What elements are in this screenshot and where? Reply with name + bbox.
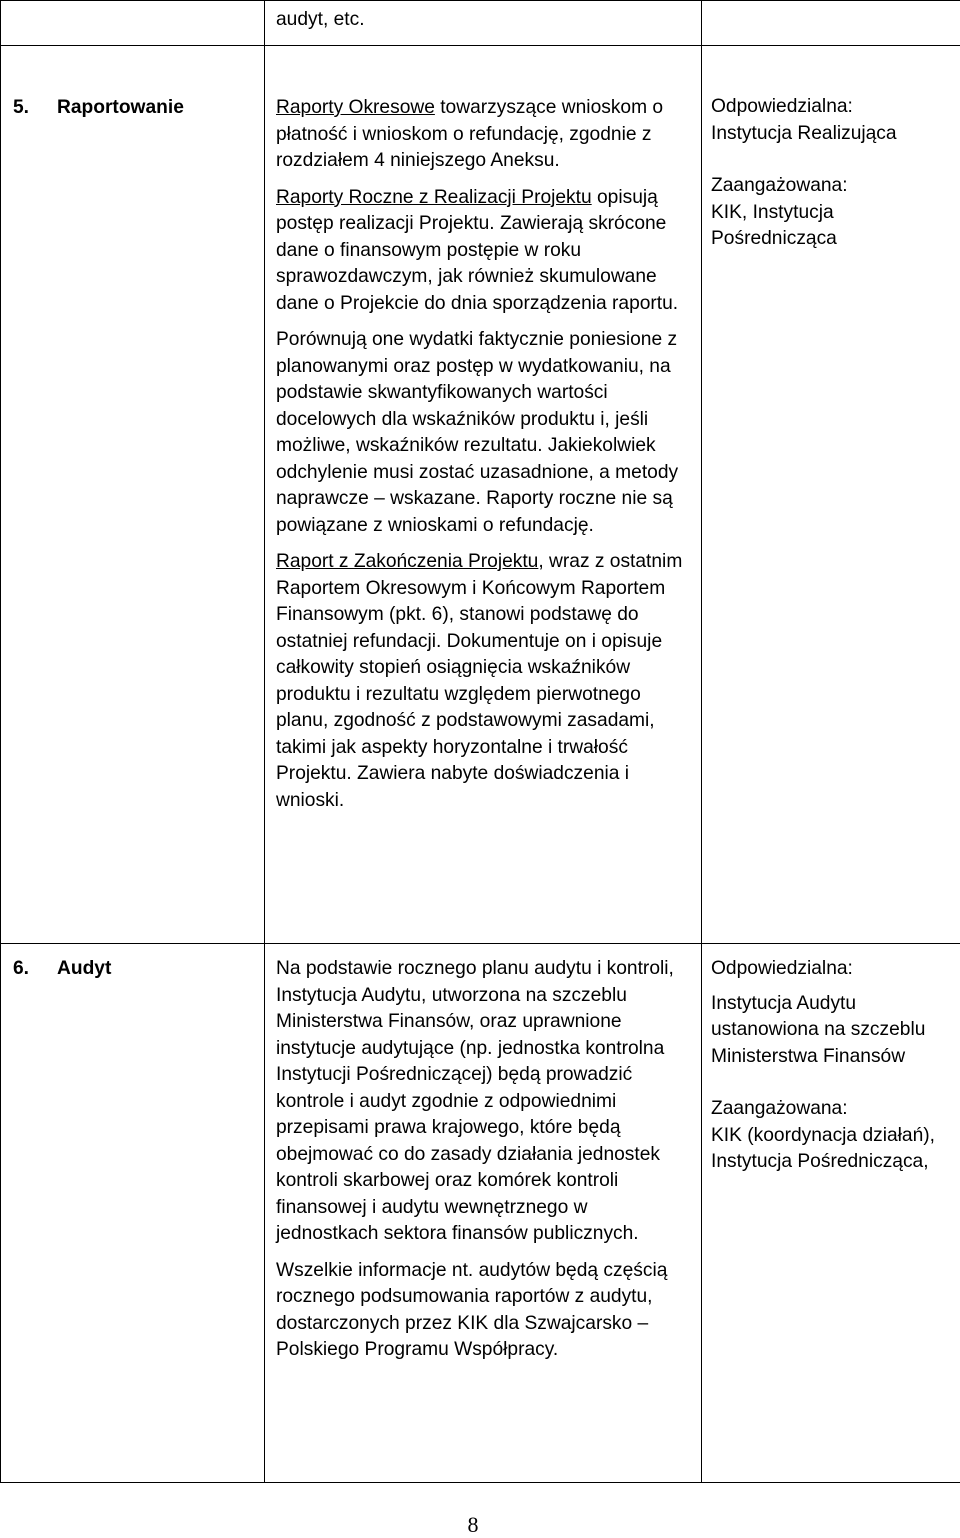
table-row-audyt (1, 944, 960, 1483)
continuation-text: audyt, etc. (265, 1, 701, 34)
row5-p3-rest: Porównują one wydatki faktycznie poniesione z planowanymi oraz postęp w wydatkowaniu, na podstawie skwantyfikowanych wartości docelowych dla wskaźników produktu i, jeśli możliwe, wskaźników rezultatu. Jakiekolwiek odchylenie musi zostać uzasadnione, a metody naprawcze – wskazane. Raporty roczne nie są powiązane z wnioskami o refundację. (276, 329, 678, 536)
row5-description-cell (265, 46, 702, 944)
row5-paragraph-2 (276, 185, 693, 318)
row5-p1-rest: towarzyszące wnioskom o płatność i wnioskom o refundację, zgodnie z rozdziałem 4 niniejszego Aneksu. (276, 97, 663, 171)
page-number: 8 (0, 1512, 946, 1538)
row5-responsible-label: Odpowiedzialna: (711, 94, 955, 121)
row6-involved-label: Zaangażowana: (711, 1096, 955, 1123)
row5-p1-lead: Raporty Okresowe (276, 97, 435, 118)
row5-involved-label: Zaangażowana: (711, 173, 955, 200)
row5-title: Raportowanie (57, 97, 184, 118)
row6-heading-cell (1, 944, 265, 1483)
row5-p2-lead: Raporty Roczne z Realizacji Projektu (276, 187, 592, 208)
row5-paragraph-4 (276, 549, 693, 814)
row6-involved-value: KIK (koordynacja działań), Instytucja Pośrednicząca, (711, 1123, 955, 1176)
row5-p4-lead: Raport z Zakończenia Projektu (276, 551, 538, 572)
row5-responsible-value: Instytucja Realizująca (711, 121, 955, 148)
row6-paragraph-1: Na podstawie rocznego planu audytu i kontroli, Instytucja Audytu, utworzona na szczeblu Ministerstwa Finansów, oraz uprawnione instytucje audytujące (np. jednostka kontrolna Instytucji Pośredniczącej) będą prowadzić kontrole i audyt zgodnie z odpowiednimi przepisami prawa krajowego, które będą obejmować co do zasady działania jednostek kontroli skarbowej oraz komórek kontroli finansowej i audytu wewnętrznego w jednostkach sektora finansów publicznych. (276, 956, 693, 1248)
row5-heading-cell (1, 46, 265, 944)
row5-paragraph-1 (276, 95, 693, 175)
row5-number: 5. (5, 95, 57, 122)
cell-empty (702, 1, 960, 46)
row6-description-cell (265, 944, 702, 1483)
row5-p4-rest: , wraz z ostatnim Raportem Okresowym i Końcowym Raportem Finansowym (pkt. 6), stanowi podstawę do ostatniej refundacji. Dokumentuje on i opisuje całkowity stopień osiągnięcia wskaźników produktu i rezultatu względem pierwotnego planu, zgodność z podstawowymi zasadami, takimi jak aspekty horyzontalne i trwałość Projektu. Zawiera nabyte doświadczenia i wnioski. (276, 551, 682, 811)
row6-responsible-value: Instytucja Audytu ustanowiona na szczeblu Ministerstwa Finansów (711, 991, 955, 1071)
table-row-raportowanie (1, 46, 960, 944)
cell-continuation (265, 1, 702, 46)
table-row-continuation (1, 1, 960, 46)
row6-responsibility-cell (702, 944, 960, 1483)
row6-paragraph-2: Wszelkie informacje nt. audytów będą częścią rocznego podsumowania raportów z audytu, dostarczonych przez KIK dla Szwajcarsko – Polskiego Programu Współpracy. (276, 1258, 693, 1364)
row6-title: Audyt (57, 958, 111, 979)
row5-involved-value: KIK, Instytucja Pośrednicząca (711, 200, 955, 253)
row5-paragraph-3 (276, 327, 693, 539)
cell-empty (1, 1, 265, 46)
row6-number: 6. (5, 956, 57, 983)
row5-responsibility-cell (702, 46, 960, 944)
row5-p2-rest: opisują postęp realizacji Projektu. Zawierają skrócone dane o finansowym postępie w roku sprawozdawczym, jak również skumulowane dane o Projekcie do dnia sporządzenia raportu. (276, 187, 678, 314)
row6-responsible-label: Odpowiedzialna: (711, 956, 955, 983)
